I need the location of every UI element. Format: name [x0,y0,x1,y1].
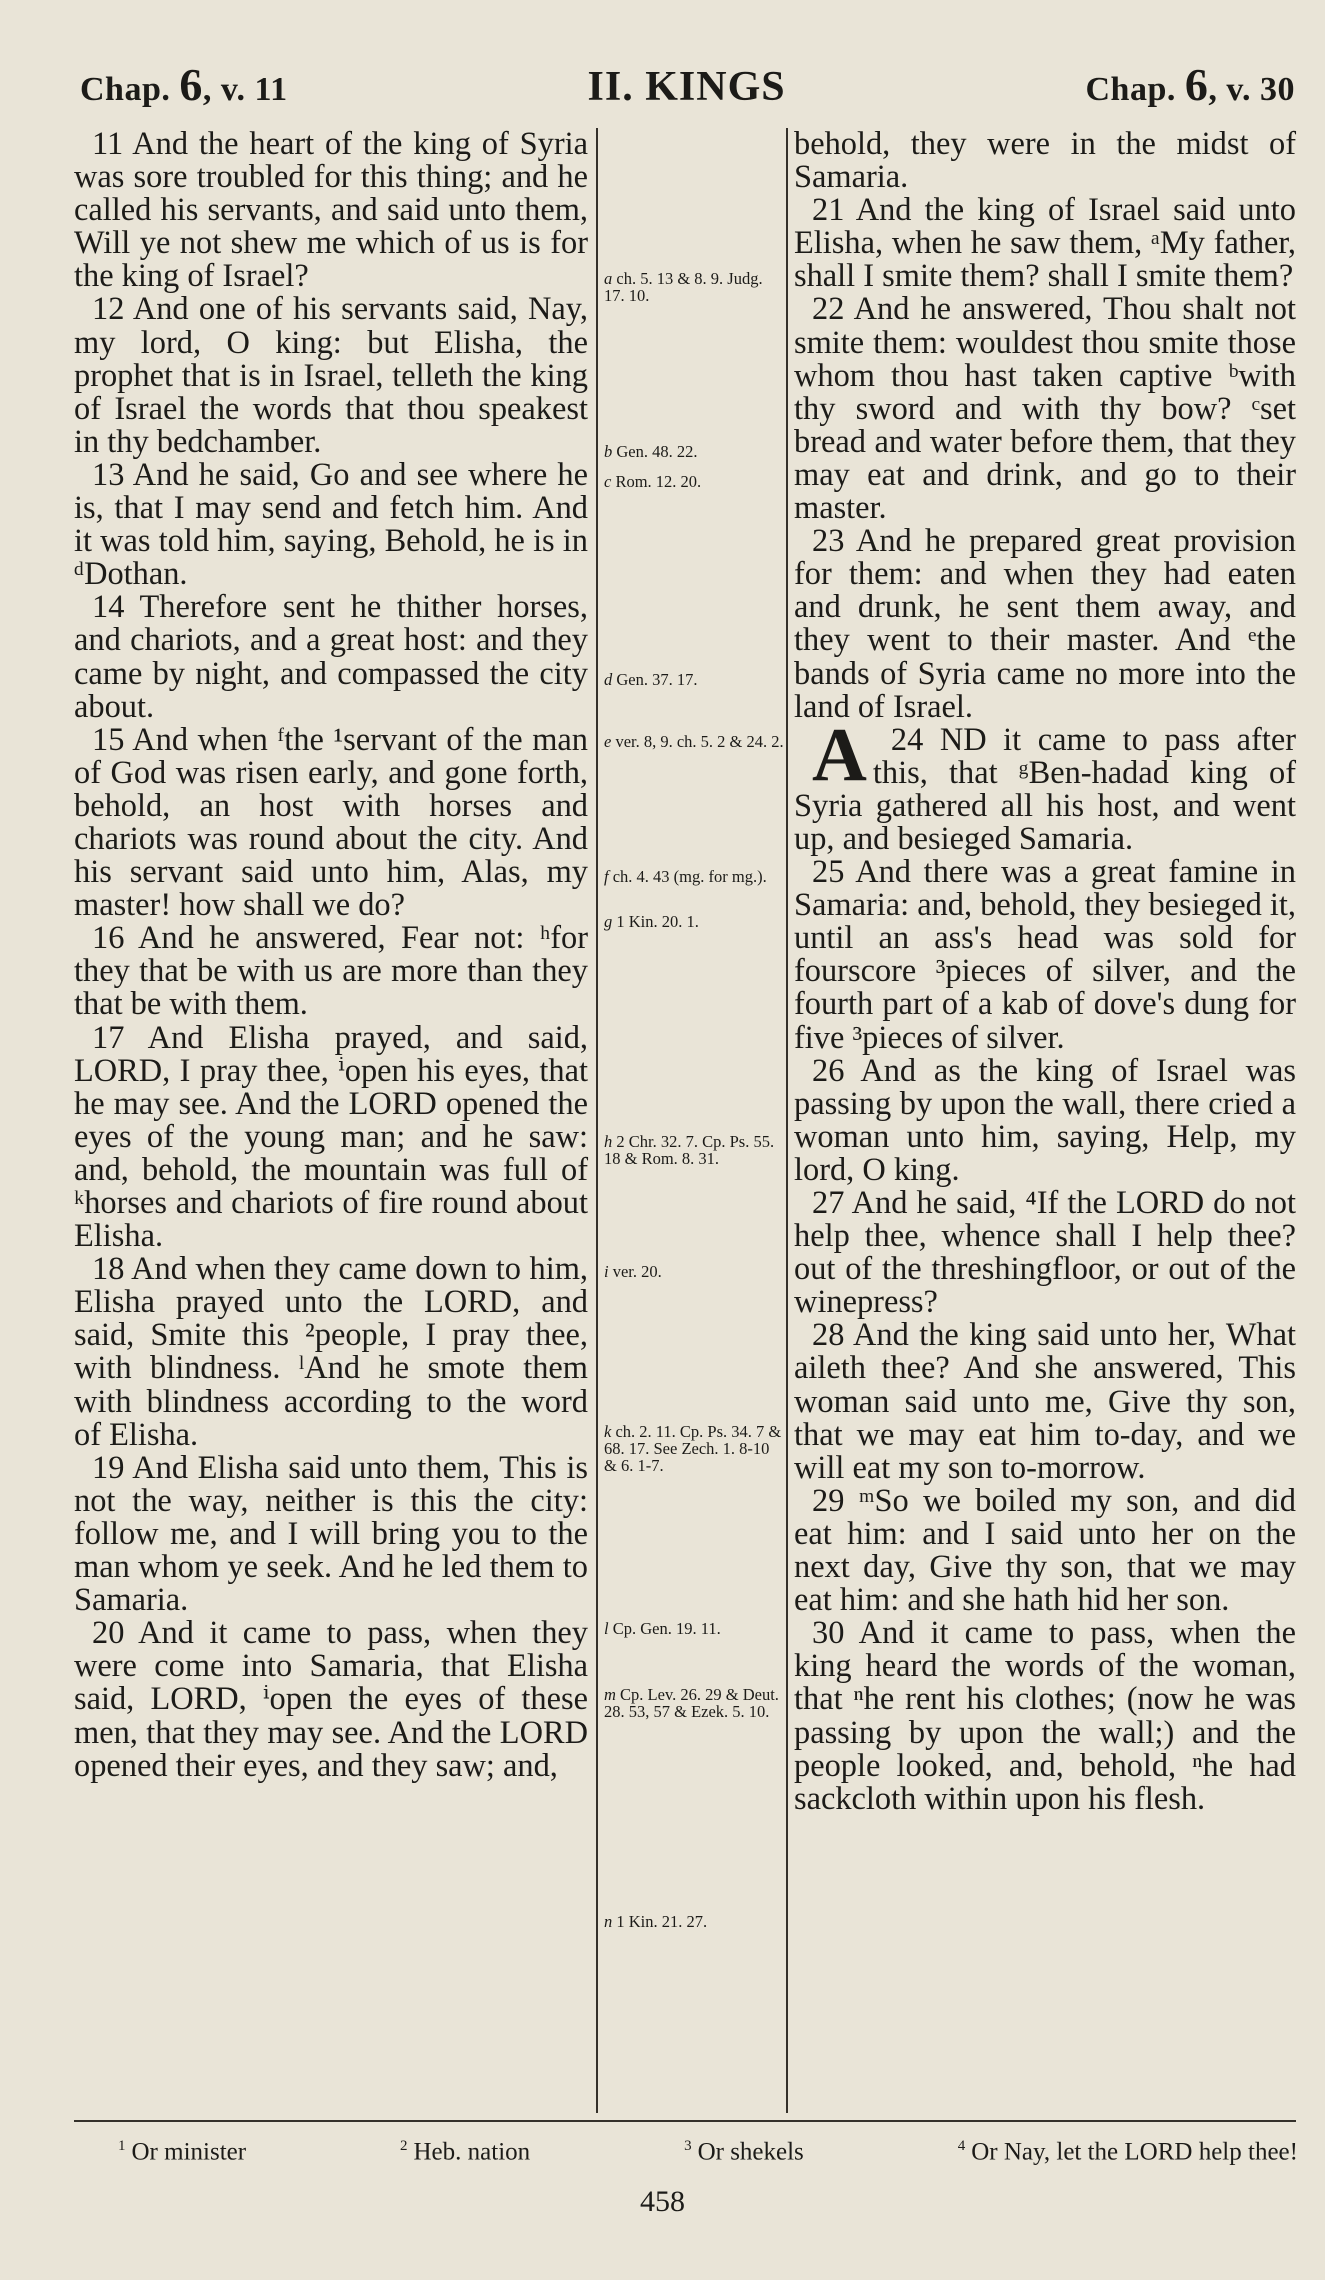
header-left-verse: v. 11 [220,71,288,108]
verse-dropcap [794,712,1296,857]
header-left-chapter: 6 [179,59,203,110]
footnote: $^1$ Or minister [118,2138,247,2166]
margin-note: g 1 Kin. 20. 1. [604,912,699,931]
drop-cap: A [812,712,867,797]
verse: 28 And the king said unto her, What aileth thee? And she answered, This woman said unto me, Give thy son, that we may eat him to-day, and we will eat my son to-morrow. [794,1317,1296,1486]
verse: 14 Therefore sent he thither horses, and chariots, and a great host: and they came by night, and compassed the city about. [74,589,588,725]
header-right-verse: v. 30 [1226,71,1295,108]
margin-note: d Gen. 37. 17. [604,670,698,689]
verse: 23 And he prepared great provision for them: and when they had eaten and drunk, he sent them away, and they went to their master. And ᵉthe bands of Syria came no more into the land of Israel. [794,523,1296,725]
margin-note: i ver. 20. [604,1262,662,1281]
margin-note: n 1 Kin. 21. 27. [604,1912,708,1931]
margin-note: l Cp. Gen. 19. 11. [604,1619,721,1638]
margin-note: c Rom. 12. 20. [604,472,702,491]
header-right-prefix: Chap. [1085,71,1176,108]
header-right: Chap. 6, v. 30 [1085,59,1295,110]
running-header [80,58,1295,111]
column-divider-left [596,128,598,2113]
verse: 29 ᵐSo we boiled my son, and did eat him: and I said unto her on the next day, Give thy son, that we may eat him: and she hath hid her son. [794,1482,1296,1619]
verse: 17 And Elisha prayed, and said, LORD, I pray thee, ⁱopen his eyes, that he may see. And the LORD opened the eyes of the young man; and he saw: and, behold, the mountain was full of ᵏhorses and chariots of fire round about Elisha. [74,1019,588,1255]
margin-note: k ch. 2. 11. Cp. Ps. 34. 7 & 68. 17. See Zech. 1. 8-10 & 6. 1-7. [604,1422,782,1475]
verse-continuation: behold, they were in the midst of Samaria. [794,126,1296,196]
header-left-prefix: Chap. [80,71,171,108]
margin-note: h 2 Chr. 32. 7. Cp. Ps. 55. 18 & Rom. 8. 31. [604,1132,775,1168]
verse: 27 And he said, ⁴If the LORD do not help thee, whence shall I help thee? out of the threshingfloor, or out of the winepress? [794,1185,1296,1321]
margin-note: m Cp. Lev. 26. 29 & Deut. 28. 53, 57 & Ezek. 5. 10. [604,1685,779,1721]
verse: 15 And when ᶠthe ¹servant of the man of God was risen early, and gone forth, behold, an host with horses and chariots was round about the city. And his servant said unto him, Alas, my master! how shall we do? [74,721,588,924]
verse: 19 And Elisha said unto them, This is not the way, neither is this the city: follow me, and I will bring you to the man whom ye seek. And he led them to Samaria. [74,1449,588,1619]
margin-note: f ch. 4. 43 (mg. for mg.). [604,867,767,886]
right-text-column [794,128,1296,1816]
verse: 22 And he answered, Thou shalt not smite them: wouldest thou smite those whom thou hast taken captive ᵇwith thy sword and with thy bow? ᶜset bread and water before them, that they may eat and drink, and go to their master. [794,291,1296,527]
verse: 25 And there was a great famine in Samaria: and, behold, they besieged it, until an ass's head was sold for fourscore ³pieces of silver, and the fourth part of a kab of dove's dung for five ³pieces of silver. [794,854,1296,1056]
footnote: $^3$ Or shekels [684,2138,804,2166]
header-right-chapter: 6 [1184,59,1209,110]
verse: 30 And it came to pass, when the king heard the words of the woman, that ⁿhe rent his clothes; (now he was passing by upon the wall;) and the people looked, and, behold, ⁿhe had sackcloth within upon his flesh. [794,1615,1296,1817]
verse: 11 And the heart of the king of Syria was sore troubled for this thing; and he called his servants, and said unto them, Will ye not shew me which of us is for the king of Israel? [74,126,588,295]
verse: 21 And the king of Israel said unto Elisha, when he saw them, ᵃMy father, shall I smite them? shall I smite them? [794,192,1296,295]
margin-note: a ch. 5. 13 & 8. 9. Judg. 17. 10. [604,269,763,305]
footnotes [118,2138,1298,2166]
verse: 18 And when they came down to him, Elisha prayed unto the LORD, and said, Smite this ²people, I pray thee, with blindness. ˡAnd he smote them with blindness according to the word of Elisha. [74,1251,588,1453]
verse: 26 And as the king of Israel was passing by upon the wall, there cried a woman unto him, saying, Help, my lord, O king. [794,1052,1296,1188]
footnote: $^4$ Or Nay, let the LORD help thee! [957,2138,1298,2166]
column-divider-right [786,128,788,2113]
book-title: II. KINGS [587,64,786,110]
footnote: $^2$ Heb. nation [400,2138,531,2166]
page-number: 458 [640,2185,685,2218]
left-text-column [74,128,588,1783]
verse-number: 24 [890,721,924,758]
header-left: Chap. 6, v. 11 [80,59,288,110]
footnote-rule [74,2120,1296,2122]
verse: 12 And one of his servants said, Nay, my lord, O king: but Elisha, the prophet that is in Israel, telleth the king of Israel the words that thou speakest in thy bedchamber. [74,291,588,460]
verse: 20 And it came to pass, when they were come into Samaria, that Elisha said, LORD, ⁱopen the eyes of these men, that they may see. And the LORD opened their eyes, and they saw; and, [74,1615,588,1784]
verse: 16 And he answered, Fear not: ʰfor they that be with us are more than they that be with them. [74,920,588,1023]
verse-text: ND it came to pass after this, that ᵍBen-hadad king of Syria gathered all his host, and went up, and besieged Samaria. [794,721,1296,857]
margin-note: e ver. 8, 9. ch. 5. 2 & 24. 2. [604,732,784,751]
verse: 13 And he said, Go and see where he is, that I may send and fetch him. And it was told him, saying, Behold, he is in ᵈDothan. [74,456,588,593]
margin-note: b Gen. 48. 22. [604,442,698,461]
